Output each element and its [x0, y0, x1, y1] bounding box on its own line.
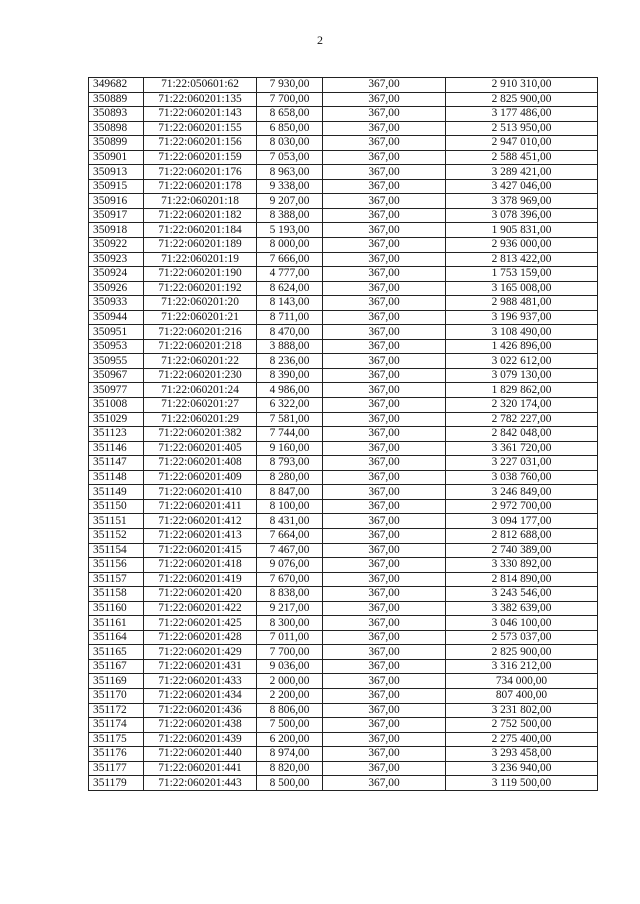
area-cell: 2 200,00 — [257, 688, 323, 703]
cadastral-number-cell: 71:22:060201:441 — [144, 761, 257, 776]
rate-cell: 367,00 — [323, 92, 446, 107]
record-id-cell: 350918 — [89, 223, 144, 238]
cadastral-number-cell: 71:22:060201:19 — [144, 252, 257, 267]
total-cell: 734 000,00 — [446, 674, 598, 689]
rate-cell: 367,00 — [323, 616, 446, 631]
total-cell: 2 320 174,00 — [446, 398, 598, 413]
area-cell: 9 036,00 — [257, 659, 323, 674]
area-cell: 8 974,00 — [257, 747, 323, 762]
record-id-cell: 350899 — [89, 136, 144, 151]
rate-cell: 367,00 — [323, 368, 446, 383]
cadastral-number-cell: 71:22:060201:182 — [144, 208, 257, 223]
table-row — [89, 514, 598, 529]
total-cell: 3 378 969,00 — [446, 194, 598, 209]
table-body — [89, 78, 598, 791]
table-row — [89, 354, 598, 369]
rate-cell: 367,00 — [323, 761, 446, 776]
record-id-cell: 351174 — [89, 718, 144, 733]
area-cell: 8 143,00 — [257, 296, 323, 311]
rate-cell: 367,00 — [323, 383, 446, 398]
record-id-cell: 351008 — [89, 398, 144, 413]
table-row — [89, 441, 598, 456]
table-row — [89, 121, 598, 136]
rate-cell: 367,00 — [323, 296, 446, 311]
rate-cell: 367,00 — [323, 412, 446, 427]
area-cell: 8 280,00 — [257, 470, 323, 485]
table-row — [89, 630, 598, 645]
total-cell: 3 196 937,00 — [446, 310, 598, 325]
total-cell: 2 588 451,00 — [446, 150, 598, 165]
area-cell: 7 581,00 — [257, 412, 323, 427]
rate-cell: 367,00 — [323, 703, 446, 718]
record-id-cell: 350913 — [89, 165, 144, 180]
cadastral-number-cell: 71:22:060201:428 — [144, 630, 257, 645]
record-id-cell: 350933 — [89, 296, 144, 311]
total-cell: 1 426 896,00 — [446, 339, 598, 354]
table-row — [89, 747, 598, 762]
area-cell: 8 470,00 — [257, 325, 323, 340]
total-cell: 2 740 389,00 — [446, 543, 598, 558]
total-cell: 3 046 100,00 — [446, 616, 598, 631]
area-cell: 9 076,00 — [257, 558, 323, 573]
table-row — [89, 499, 598, 514]
cadastral-number-cell: 71:22:060201:410 — [144, 485, 257, 500]
record-id-cell: 350901 — [89, 150, 144, 165]
record-id-cell: 350926 — [89, 281, 144, 296]
total-cell: 3 246 849,00 — [446, 485, 598, 500]
rate-cell: 367,00 — [323, 485, 446, 500]
cadastral-number-cell: 71:22:060201:443 — [144, 776, 257, 791]
table-row — [89, 688, 598, 703]
area-cell: 8 236,00 — [257, 354, 323, 369]
cadastral-number-cell: 71:22:060201:178 — [144, 179, 257, 194]
cadastral-number-cell: 71:22:060201:143 — [144, 107, 257, 122]
cadastral-number-cell: 71:22:060201:431 — [144, 659, 257, 674]
area-cell: 2 000,00 — [257, 674, 323, 689]
rate-cell: 367,00 — [323, 674, 446, 689]
table-row — [89, 427, 598, 442]
record-id-cell: 350953 — [89, 339, 144, 354]
rate-cell: 367,00 — [323, 499, 446, 514]
record-id-cell: 351029 — [89, 412, 144, 427]
table-row — [89, 587, 598, 602]
record-id-cell: 351172 — [89, 703, 144, 718]
rate-cell: 367,00 — [323, 427, 446, 442]
record-id-cell: 351164 — [89, 630, 144, 645]
table-row — [89, 674, 598, 689]
cadastral-number-cell: 71:22:060201:440 — [144, 747, 257, 762]
rate-cell: 367,00 — [323, 179, 446, 194]
cadastral-number-cell: 71:22:060201:29 — [144, 412, 257, 427]
record-id-cell: 350916 — [89, 194, 144, 209]
total-cell: 3 078 396,00 — [446, 208, 598, 223]
table-row — [89, 645, 598, 660]
rate-cell: 367,00 — [323, 776, 446, 791]
total-cell: 3 316 212,00 — [446, 659, 598, 674]
table-row — [89, 456, 598, 471]
total-cell: 3 361 720,00 — [446, 441, 598, 456]
total-cell: 2 275 400,00 — [446, 732, 598, 747]
total-cell: 3 330 892,00 — [446, 558, 598, 573]
area-cell: 8 806,00 — [257, 703, 323, 718]
rate-cell: 367,00 — [323, 223, 446, 238]
table-row — [89, 528, 598, 543]
cadastral-number-cell: 71:22:060201:230 — [144, 368, 257, 383]
area-cell: 7 930,00 — [257, 78, 323, 93]
area-cell: 8 963,00 — [257, 165, 323, 180]
area-cell: 7 664,00 — [257, 528, 323, 543]
record-id-cell: 351160 — [89, 601, 144, 616]
area-cell: 8 838,00 — [257, 587, 323, 602]
table-row — [89, 107, 598, 122]
rate-cell: 367,00 — [323, 354, 446, 369]
rate-cell: 367,00 — [323, 441, 446, 456]
cadastral-number-cell: 71:22:060201:409 — [144, 470, 257, 485]
cadastral-number-cell: 71:22:060201:155 — [144, 121, 257, 136]
cadastral-number-cell: 71:22:060201:405 — [144, 441, 257, 456]
total-cell: 2 947 010,00 — [446, 136, 598, 151]
rate-cell: 367,00 — [323, 732, 446, 747]
cadastral-number-cell: 71:22:060201:27 — [144, 398, 257, 413]
record-id-cell: 351170 — [89, 688, 144, 703]
rate-cell: 367,00 — [323, 587, 446, 602]
rate-cell: 367,00 — [323, 688, 446, 703]
record-id-cell: 351169 — [89, 674, 144, 689]
rate-cell: 367,00 — [323, 645, 446, 660]
cadastral-number-cell: 71:22:060201:22 — [144, 354, 257, 369]
total-cell: 2 573 037,00 — [446, 630, 598, 645]
area-cell: 8 000,00 — [257, 238, 323, 253]
total-cell: 3 427 046,00 — [446, 179, 598, 194]
record-id-cell: 350955 — [89, 354, 144, 369]
record-id-cell: 351149 — [89, 485, 144, 500]
area-cell: 8 030,00 — [257, 136, 323, 151]
area-cell: 7 700,00 — [257, 92, 323, 107]
table-row — [89, 136, 598, 151]
record-id-cell: 351152 — [89, 528, 144, 543]
total-cell: 3 094 177,00 — [446, 514, 598, 529]
total-cell: 2 813 422,00 — [446, 252, 598, 267]
total-cell: 3 227 031,00 — [446, 456, 598, 471]
record-id-cell: 351123 — [89, 427, 144, 442]
record-id-cell: 350889 — [89, 92, 144, 107]
cadastral-number-cell: 71:22:060201:135 — [144, 92, 257, 107]
area-cell: 6 200,00 — [257, 732, 323, 747]
area-cell: 8 500,00 — [257, 776, 323, 791]
table-row — [89, 252, 598, 267]
table-row — [89, 718, 598, 733]
cadastral-number-cell: 71:22:060201:419 — [144, 572, 257, 587]
record-id-cell: 350915 — [89, 179, 144, 194]
rate-cell: 367,00 — [323, 747, 446, 762]
total-cell: 1 905 831,00 — [446, 223, 598, 238]
total-cell: 1 829 862,00 — [446, 383, 598, 398]
total-cell: 3 243 546,00 — [446, 587, 598, 602]
record-id-cell: 350977 — [89, 383, 144, 398]
rate-cell: 367,00 — [323, 543, 446, 558]
rate-cell: 367,00 — [323, 470, 446, 485]
cadastral-number-cell: 71:22:060201:192 — [144, 281, 257, 296]
land-plot-table — [88, 77, 598, 791]
record-id-cell: 351179 — [89, 776, 144, 791]
total-cell: 2 972 700,00 — [446, 499, 598, 514]
cadastral-number-cell: 71:22:060201:412 — [144, 514, 257, 529]
table-row — [89, 601, 598, 616]
total-cell: 3 231 802,00 — [446, 703, 598, 718]
area-cell: 8 820,00 — [257, 761, 323, 776]
total-cell: 2 825 900,00 — [446, 645, 598, 660]
record-id-cell: 351167 — [89, 659, 144, 674]
cadastral-number-cell: 71:22:060201:216 — [144, 325, 257, 340]
rate-cell: 367,00 — [323, 514, 446, 529]
cadastral-number-cell: 71:22:060201:420 — [144, 587, 257, 602]
table-row — [89, 310, 598, 325]
rate-cell: 367,00 — [323, 718, 446, 733]
cadastral-number-cell: 71:22:060201:184 — [144, 223, 257, 238]
area-cell: 4 986,00 — [257, 383, 323, 398]
cadastral-number-cell: 71:22:060201:18 — [144, 194, 257, 209]
area-cell: 8 624,00 — [257, 281, 323, 296]
record-id-cell: 351151 — [89, 514, 144, 529]
cadastral-number-cell: 71:22:060201:218 — [144, 339, 257, 354]
area-cell: 8 390,00 — [257, 368, 323, 383]
area-cell: 3 888,00 — [257, 339, 323, 354]
record-id-cell: 350917 — [89, 208, 144, 223]
rate-cell: 367,00 — [323, 558, 446, 573]
area-cell: 8 711,00 — [257, 310, 323, 325]
table-row — [89, 761, 598, 776]
record-id-cell: 351165 — [89, 645, 144, 660]
rate-cell: 367,00 — [323, 78, 446, 93]
cadastral-number-cell: 71:22:060201:411 — [144, 499, 257, 514]
table-row — [89, 572, 598, 587]
total-cell: 3 079 130,00 — [446, 368, 598, 383]
table-row — [89, 703, 598, 718]
total-cell: 2 814 890,00 — [446, 572, 598, 587]
area-cell: 7 053,00 — [257, 150, 323, 165]
cadastral-number-cell: 71:22:050601:62 — [144, 78, 257, 93]
record-id-cell: 351177 — [89, 761, 144, 776]
rate-cell: 367,00 — [323, 456, 446, 471]
table-row — [89, 238, 598, 253]
record-id-cell: 351150 — [89, 499, 144, 514]
record-id-cell: 351147 — [89, 456, 144, 471]
table-row — [89, 281, 598, 296]
rate-cell: 367,00 — [323, 150, 446, 165]
table-row — [89, 194, 598, 209]
total-cell: 3 022 612,00 — [446, 354, 598, 369]
cadastral-number-cell: 71:22:060201:159 — [144, 150, 257, 165]
area-cell: 7 744,00 — [257, 427, 323, 442]
rate-cell: 367,00 — [323, 267, 446, 282]
total-cell: 3 165 008,00 — [446, 281, 598, 296]
rate-cell: 367,00 — [323, 659, 446, 674]
table-row — [89, 776, 598, 791]
total-cell: 2 752 500,00 — [446, 718, 598, 733]
area-cell: 7 500,00 — [257, 718, 323, 733]
table-row — [89, 412, 598, 427]
table-row — [89, 485, 598, 500]
rate-cell: 367,00 — [323, 630, 446, 645]
record-id-cell: 350924 — [89, 267, 144, 282]
record-id-cell: 351175 — [89, 732, 144, 747]
total-cell: 2 910 310,00 — [446, 78, 598, 93]
cadastral-number-cell: 71:22:060201:429 — [144, 645, 257, 660]
record-id-cell: 350923 — [89, 252, 144, 267]
total-cell: 3 119 500,00 — [446, 776, 598, 791]
page-number: 2 — [317, 33, 323, 47]
rate-cell: 367,00 — [323, 121, 446, 136]
total-cell: 3 289 421,00 — [446, 165, 598, 180]
rate-cell: 367,00 — [323, 398, 446, 413]
area-cell: 7 700,00 — [257, 645, 323, 660]
record-id-cell: 351161 — [89, 616, 144, 631]
record-id-cell: 351156 — [89, 558, 144, 573]
cadastral-number-cell: 71:22:060201:382 — [144, 427, 257, 442]
area-cell: 7 467,00 — [257, 543, 323, 558]
total-cell: 3 038 760,00 — [446, 470, 598, 485]
total-cell: 3 293 458,00 — [446, 747, 598, 762]
record-id-cell: 351148 — [89, 470, 144, 485]
record-id-cell: 351176 — [89, 747, 144, 762]
total-cell: 2 988 481,00 — [446, 296, 598, 311]
table-row — [89, 223, 598, 238]
table-row — [89, 398, 598, 413]
table-row — [89, 165, 598, 180]
record-id-cell: 350944 — [89, 310, 144, 325]
area-cell: 9 207,00 — [257, 194, 323, 209]
area-cell: 8 300,00 — [257, 616, 323, 631]
total-cell: 2 936 000,00 — [446, 238, 598, 253]
total-cell: 3 382 639,00 — [446, 601, 598, 616]
total-cell: 1 753 159,00 — [446, 267, 598, 282]
rate-cell: 367,00 — [323, 281, 446, 296]
rate-cell: 367,00 — [323, 528, 446, 543]
rate-cell: 367,00 — [323, 325, 446, 340]
record-id-cell: 351154 — [89, 543, 144, 558]
cadastral-number-cell: 71:22:060201:24 — [144, 383, 257, 398]
cadastral-number-cell: 71:22:060201:176 — [144, 165, 257, 180]
area-cell: 5 193,00 — [257, 223, 323, 238]
cadastral-number-cell: 71:22:060201:425 — [144, 616, 257, 631]
table-row — [89, 296, 598, 311]
table-row — [89, 150, 598, 165]
total-cell: 2 812 688,00 — [446, 528, 598, 543]
area-cell: 6 322,00 — [257, 398, 323, 413]
cadastral-number-cell: 71:22:060201:434 — [144, 688, 257, 703]
cadastral-number-cell: 71:22:060201:436 — [144, 703, 257, 718]
cadastral-number-cell: 71:22:060201:439 — [144, 732, 257, 747]
table-row — [89, 92, 598, 107]
total-cell: 2 842 048,00 — [446, 427, 598, 442]
total-cell: 3 236 940,00 — [446, 761, 598, 776]
area-cell: 9 217,00 — [257, 601, 323, 616]
rate-cell: 367,00 — [323, 165, 446, 180]
table-row — [89, 179, 598, 194]
cadastral-number-cell: 71:22:060201:415 — [144, 543, 257, 558]
record-id-cell: 350967 — [89, 368, 144, 383]
table-row — [89, 78, 598, 93]
total-cell: 3 177 486,00 — [446, 107, 598, 122]
record-id-cell: 350922 — [89, 238, 144, 253]
table-row — [89, 659, 598, 674]
cadastral-number-cell: 71:22:060201:422 — [144, 601, 257, 616]
record-id-cell: 351157 — [89, 572, 144, 587]
table-row — [89, 616, 598, 631]
area-cell: 8 388,00 — [257, 208, 323, 223]
area-cell: 8 658,00 — [257, 107, 323, 122]
table-row — [89, 543, 598, 558]
area-cell: 8 431,00 — [257, 514, 323, 529]
table-row — [89, 368, 598, 383]
rate-cell: 367,00 — [323, 208, 446, 223]
rate-cell: 367,00 — [323, 238, 446, 253]
total-cell: 2 782 227,00 — [446, 412, 598, 427]
area-cell: 8 793,00 — [257, 456, 323, 471]
record-id-cell: 351158 — [89, 587, 144, 602]
table-row — [89, 732, 598, 747]
area-cell: 7 011,00 — [257, 630, 323, 645]
table-row — [89, 383, 598, 398]
cadastral-number-cell: 71:22:060201:418 — [144, 558, 257, 573]
cadastral-number-cell: 71:22:060201:438 — [144, 718, 257, 733]
area-cell: 8 847,00 — [257, 485, 323, 500]
table-row — [89, 470, 598, 485]
table-row — [89, 267, 598, 282]
cadastral-number-cell: 71:22:060201:190 — [144, 267, 257, 282]
cadastral-number-cell: 71:22:060201:20 — [144, 296, 257, 311]
rate-cell: 367,00 — [323, 339, 446, 354]
area-cell: 6 850,00 — [257, 121, 323, 136]
table-row — [89, 325, 598, 340]
record-id-cell: 350893 — [89, 107, 144, 122]
table-row — [89, 558, 598, 573]
rate-cell: 367,00 — [323, 136, 446, 151]
cadastral-number-cell: 71:22:060201:413 — [144, 528, 257, 543]
cadastral-number-cell: 71:22:060201:433 — [144, 674, 257, 689]
rate-cell: 367,00 — [323, 310, 446, 325]
total-cell: 2 825 900,00 — [446, 92, 598, 107]
area-cell: 8 100,00 — [257, 499, 323, 514]
area-cell: 4 777,00 — [257, 267, 323, 282]
cadastral-number-cell: 71:22:060201:21 — [144, 310, 257, 325]
area-cell: 9 160,00 — [257, 441, 323, 456]
rate-cell: 367,00 — [323, 194, 446, 209]
record-id-cell: 349682 — [89, 78, 144, 93]
table-row — [89, 208, 598, 223]
cadastral-number-cell: 71:22:060201:189 — [144, 238, 257, 253]
rate-cell: 367,00 — [323, 107, 446, 122]
table-row — [89, 339, 598, 354]
cadastral-number-cell: 71:22:060201:156 — [144, 136, 257, 151]
total-cell: 3 108 490,00 — [446, 325, 598, 340]
rate-cell: 367,00 — [323, 601, 446, 616]
total-cell: 2 513 950,00 — [446, 121, 598, 136]
record-id-cell: 350951 — [89, 325, 144, 340]
record-id-cell: 351146 — [89, 441, 144, 456]
cadastral-number-cell: 71:22:060201:408 — [144, 456, 257, 471]
total-cell: 807 400,00 — [446, 688, 598, 703]
rate-cell: 367,00 — [323, 252, 446, 267]
area-cell: 7 666,00 — [257, 252, 323, 267]
rate-cell: 367,00 — [323, 572, 446, 587]
record-id-cell: 350898 — [89, 121, 144, 136]
area-cell: 9 338,00 — [257, 179, 323, 194]
area-cell: 7 670,00 — [257, 572, 323, 587]
